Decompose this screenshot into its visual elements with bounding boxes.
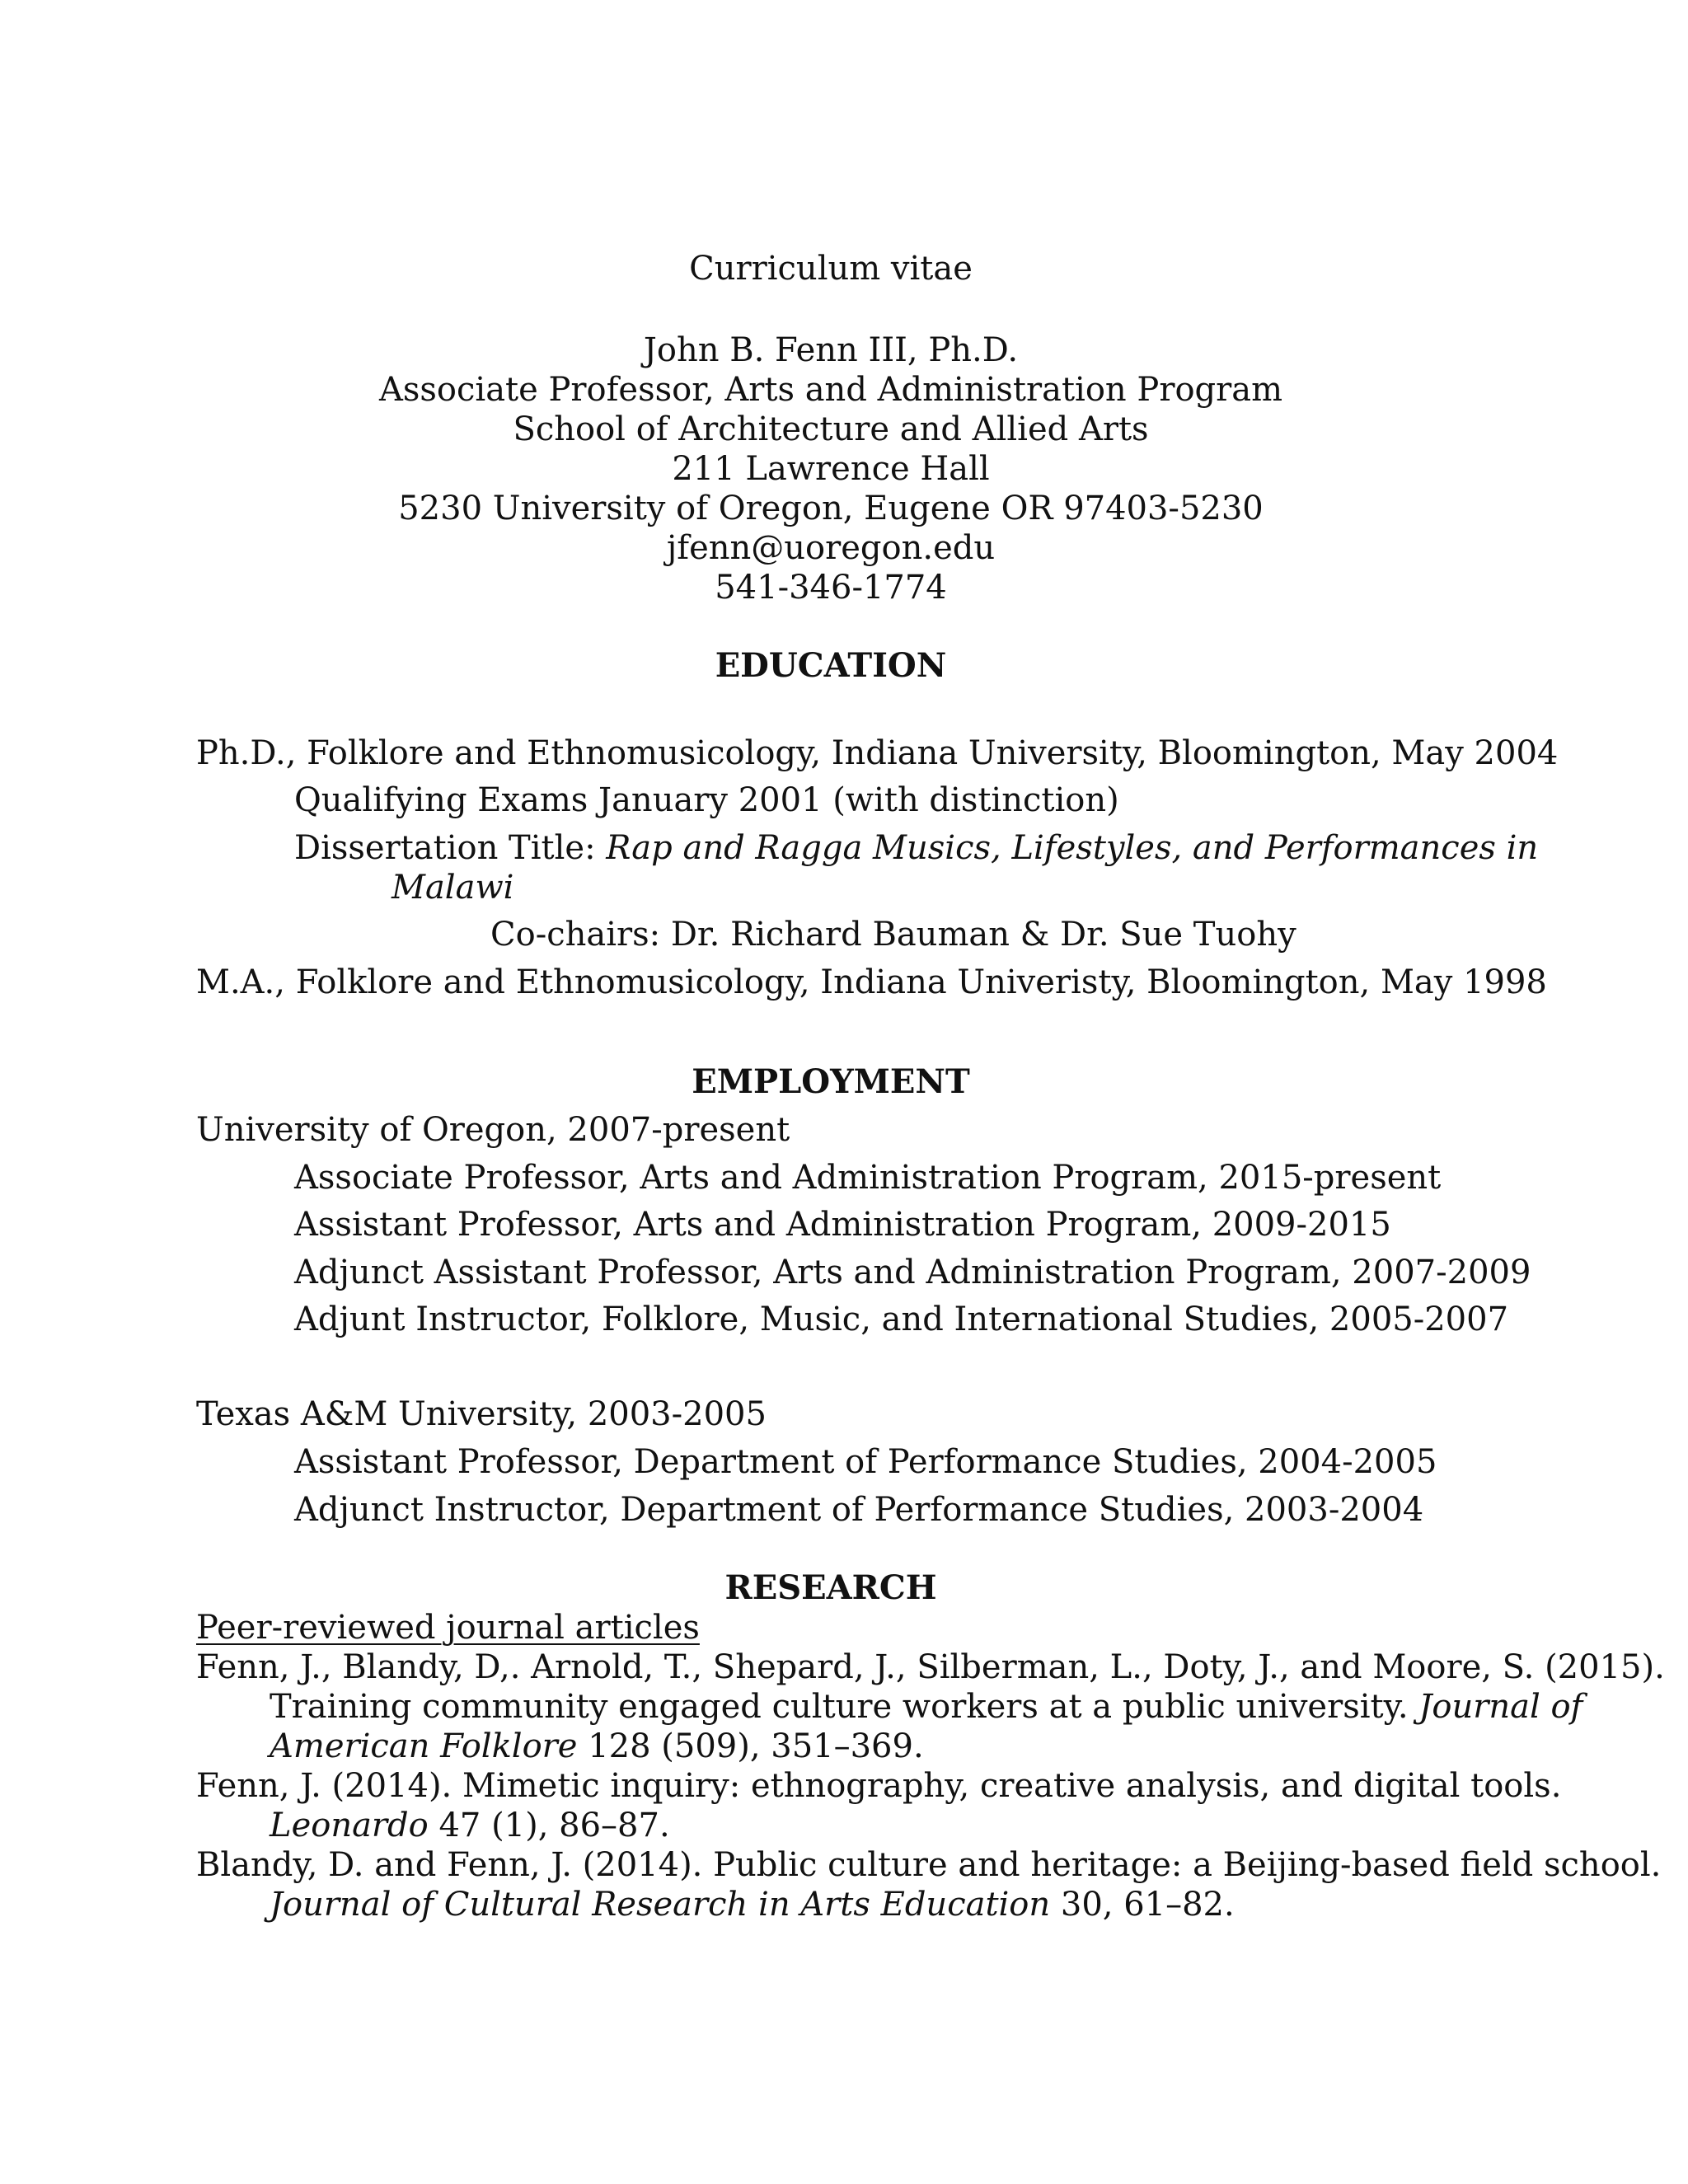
role-item: Associate Professor, Arts and Administration Program, 2015-present xyxy=(294,1159,1442,1197)
article-line: Blandy, D. and Fenn, J. (2014). Public culture and heritage: a Beijing-based field school. xyxy=(196,1846,1662,1884)
author-address: 5230 University of Oregon, Eugene OR 97403-5230 xyxy=(398,490,1264,527)
dissertation-title: Rap and Ragga Musics, Lifestyles, and Performances in xyxy=(606,829,1539,867)
role-item: Adjunct Instructor, Department of Performance Studies, 2003-2004 xyxy=(294,1491,1424,1529)
article-line: Fenn, J., Blandy, D,. Arnold, T., Shepard, J., Silberman, L., Doty, J., and Moore, S. (2015). xyxy=(196,1648,1665,1686)
employer-uo: University of Oregon, 2007-present xyxy=(196,1111,790,1149)
education-heading: EDUCATION xyxy=(715,646,947,685)
article-text: 47 (1), 86–87. xyxy=(428,1807,670,1844)
author-office: 211 Lawrence Hall xyxy=(672,450,990,488)
education-cochairs: Co-chairs: Dr. Richard Bauman & Dr. Sue Tuohy xyxy=(490,916,1296,954)
article-line: Fenn, J. (2014). Mimetic inquiry: ethnography, creative analysis, and digital tools. xyxy=(196,1767,1562,1805)
article-journal: Leonardo xyxy=(270,1807,429,1844)
dissertation-title-cont: Malawi xyxy=(392,869,514,907)
article-text: 128 (509), 351–369. xyxy=(577,1727,924,1765)
author-position: Associate Professor, Arts and Administration Program xyxy=(378,371,1283,409)
document-title: Curriculum vitae xyxy=(689,250,973,288)
education-dissertation-cont xyxy=(392,868,513,907)
article-line xyxy=(270,1687,1582,1727)
article-journal: American Folklore xyxy=(270,1727,578,1765)
education-exams: Qualifying Exams January 2001 (with distinction) xyxy=(294,781,1119,819)
author-email: jfenn@uoregon.edu xyxy=(666,529,996,567)
article-journal: Journal of Cultural Research in Arts Education xyxy=(270,1886,1051,1924)
role-item: Assistant Professor, Department of Performance Studies, 2004-2005 xyxy=(294,1443,1437,1481)
research-heading: RESEARCH xyxy=(724,1568,937,1607)
role-item: Assistant Professor, Arts and Administration Program, 2009-2015 xyxy=(294,1206,1391,1244)
employer-tamu: Texas A&M University, 2003-2005 xyxy=(196,1395,767,1433)
dissertation-label: Dissertation Title: xyxy=(294,829,607,867)
author-school: School of Architecture and Allied Arts xyxy=(513,410,1149,448)
article-line xyxy=(270,1727,924,1766)
research-subheading: Peer-reviewed journal articles xyxy=(196,1609,700,1647)
education-ma: M.A., Folklore and Ethnomusicology, Indiana Univeristy, Bloomington, May 1998 xyxy=(196,963,1547,1001)
role-item: Adjunct Assistant Professor, Arts and Administration Program, 2007-2009 xyxy=(294,1254,1531,1291)
education-dissertation xyxy=(294,828,1538,868)
author-name: John B. Fenn III, Ph.D. xyxy=(643,331,1019,369)
employment-heading: EMPLOYMENT xyxy=(692,1062,970,1101)
article-line xyxy=(270,1885,1235,1924)
article-line xyxy=(270,1806,670,1845)
author-phone: 541-346-1774 xyxy=(715,569,947,607)
role-item: Adjunt Instructor, Folklore, Music, and International Studies, 2005-2007 xyxy=(294,1301,1509,1338)
article-text: 30, 61–82. xyxy=(1050,1886,1235,1924)
article-journal: Journal of xyxy=(1418,1688,1583,1726)
education-phd: Ph.D., Folklore and Ethnomusicology, Indiana University, Bloomington, May 2004 xyxy=(196,734,1559,772)
article-text: Training community engaged culture workers at a public university. xyxy=(270,1688,1419,1726)
